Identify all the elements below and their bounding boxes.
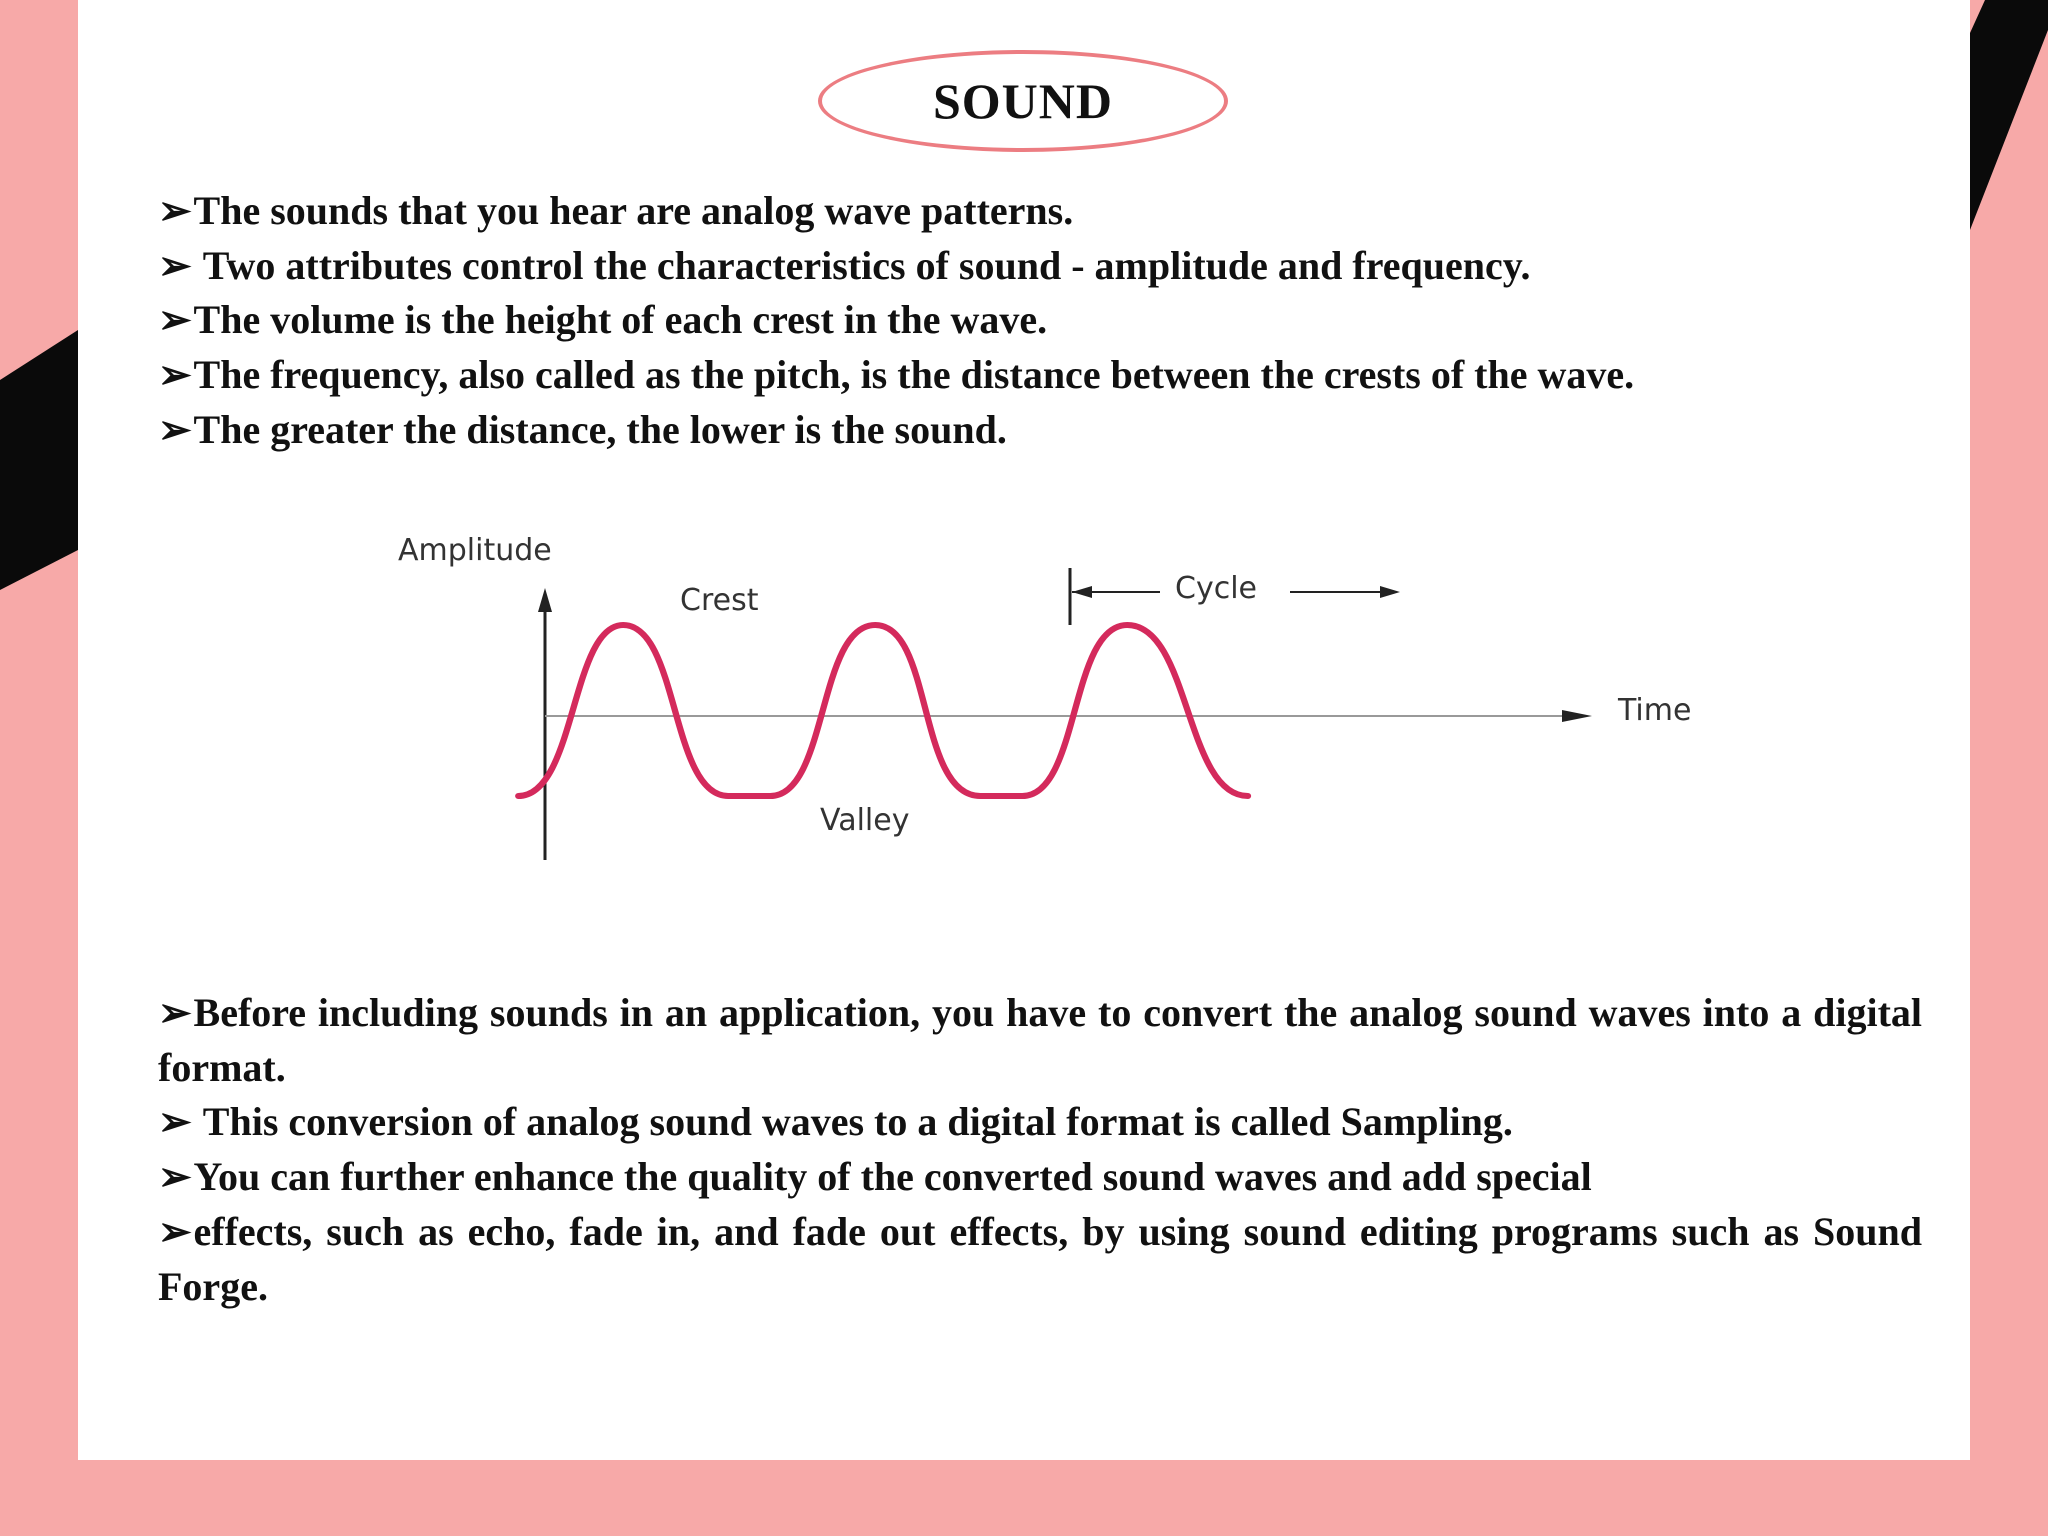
cycle-label: Cycle	[1175, 571, 1257, 606]
amplitude-label: Amplitude	[398, 533, 552, 568]
arrow-bullet-icon: ➢	[158, 188, 192, 233]
arrow-bullet-icon: ➢	[158, 242, 192, 288]
top-bullet-list	[158, 184, 1922, 458]
arrow-bullet-icon: ➢	[158, 990, 192, 1035]
arrow-bullet-icon: ➢	[158, 297, 192, 343]
arrow-bullet-icon: ➢	[158, 1099, 192, 1145]
arrow-bullet-icon: ➢	[158, 1208, 192, 1254]
slide-title: SOUND	[932, 73, 1114, 129]
bottom-bullet-list	[158, 986, 1922, 1314]
bullet-item: ➢effects, such as echo, fade in, and fade out effects, by using sound editing programs such as Sound Forge.	[158, 1205, 1922, 1314]
bullet-item: ➢Before including sounds in an application, you have to convert the analog sound waves into a digital format.	[158, 986, 1922, 1095]
bullet-item: ➢The greater the distance, the lower is the sound.	[158, 403, 1922, 458]
bullet-item: ➢The volume is the height of each crest in the wave.	[158, 293, 1922, 348]
title-pill	[818, 50, 1228, 152]
valley-label: Valley	[820, 803, 910, 838]
arrow-bullet-icon: ➢	[158, 352, 192, 398]
crest-label: Crest	[680, 583, 759, 618]
sound-wave-path	[518, 625, 1248, 796]
bullet-item: ➢The sounds that you hear are analog wave patterns.	[158, 184, 1922, 239]
amplitude-axis-arrowhead-icon	[538, 588, 552, 612]
sound-wave-diagram	[380, 520, 1720, 880]
arrow-bullet-icon: ➢	[158, 406, 192, 452]
bullet-item: ➢The frequency, also called as the pitch, is the distance between the crests of the wave.	[158, 348, 1922, 403]
time-label: Time	[1618, 693, 1692, 728]
cycle-left-arrowhead-icon	[1072, 586, 1092, 598]
arrow-bullet-icon: ➢	[158, 1154, 192, 1200]
bullet-item: ➢You can further enhance the quality of the converted sound waves and add special	[158, 1150, 1922, 1205]
bullet-item: ➢ This conversion of analog sound waves to a digital format is called Sampling.	[158, 1095, 1922, 1150]
time-axis-arrowhead-icon	[1562, 710, 1592, 722]
bullet-item: ➢ Two attributes control the characteristics of sound - amplitude and frequency.	[158, 239, 1922, 294]
cycle-right-arrowhead-icon	[1380, 586, 1400, 598]
